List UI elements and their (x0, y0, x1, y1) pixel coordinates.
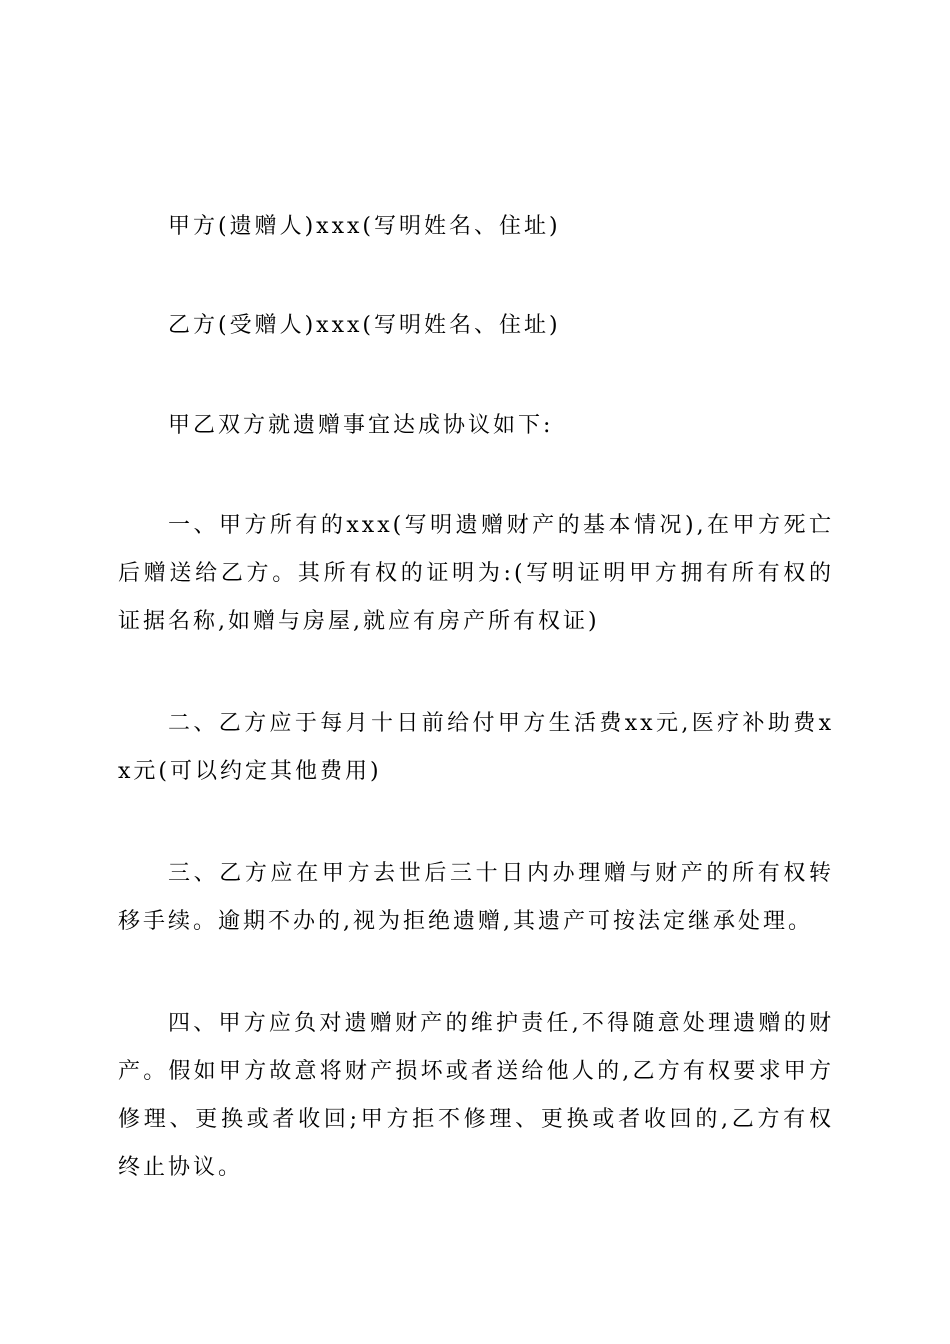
agreement-intro: 甲乙双方就遗赠事宜达成协议如下: (168, 413, 554, 438)
clause-1: 一、甲方所有的xxx(写明遗赠财产的基本情况),在甲方死亡后赠送给乙方。其所有权的证明为:(写明证明甲方拥有所有权的证据名称,如赠与房屋,就应有房产所有权证) (118, 513, 834, 634)
party-a-line: 甲方(遗赠人)xxx(写明姓名、住址) (168, 214, 561, 239)
clause-4: 四、甲方应负对遗赠财产的维护责任,不得随意处理遗赠的财产。假如甲方故意将财产损坏或者送给他人的,乙方有权要求甲方修理、更换或者收回;甲方拒不修理、更换或者收回的,乙方有权终止协议。 (118, 1011, 834, 1180)
clause-2: 二、乙方应于每月十日前给付甲方生活费xx元,医疗补助费xx元(可以约定其他费用) (118, 711, 834, 784)
clause-3: 三、乙方应在甲方去世后三十日内办理赠与财产的所有权转移手续。逾期不办的,视为拒绝遗赠,其遗产可按法定继承处理。 (118, 861, 834, 934)
party-b-line: 乙方(受赠人)xxx(写明姓名、住址) (168, 313, 561, 338)
